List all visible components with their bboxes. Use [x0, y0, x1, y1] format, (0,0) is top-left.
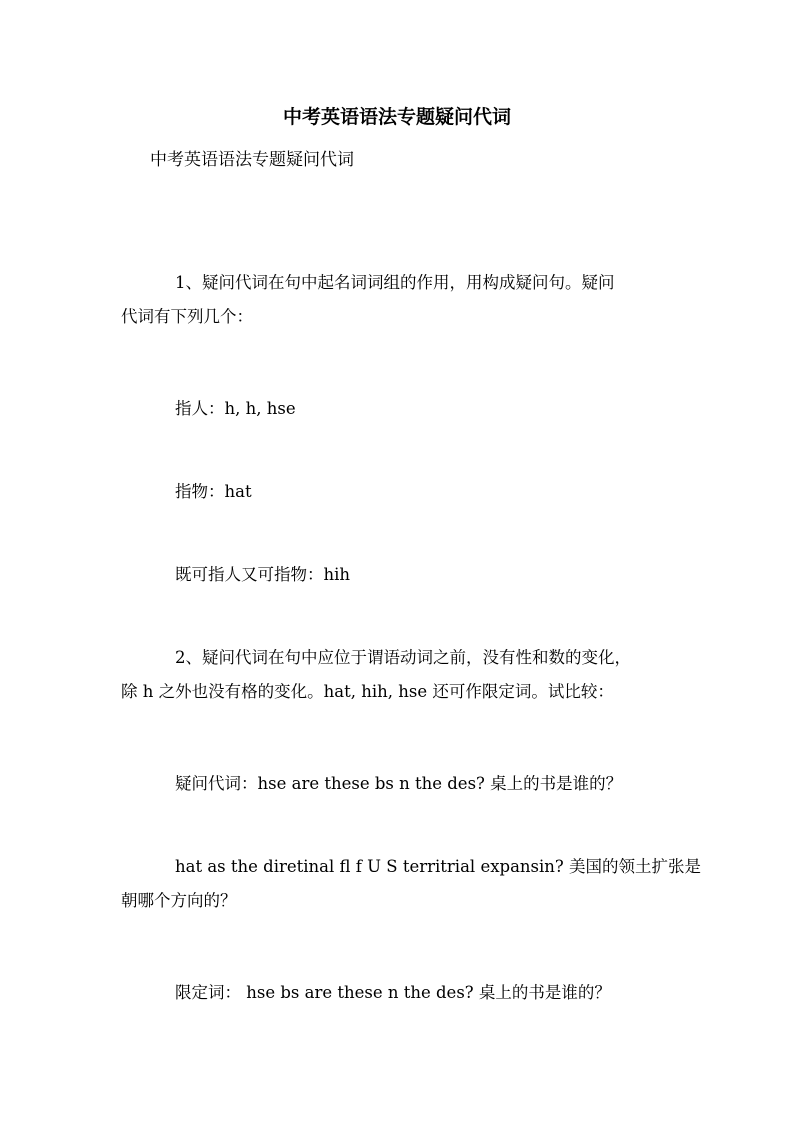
paragraph-line: 除 h 之外也没有格的变化。hat, hih, hse 还可作限定词。试比较：	[121, 682, 614, 701]
paragraph-line: 限定词： hse bs are these n the des? 桌上的书是谁的？	[175, 983, 611, 1002]
paragraph-both	[121, 558, 681, 592]
paragraph-line: 2、疑问代词在句中应位于谓语动词之前，没有性和数的变化，	[175, 648, 631, 667]
paragraph-line: 代词有下列几个：	[121, 307, 253, 326]
paragraph-thing	[121, 475, 681, 509]
paragraph-line: 疑问代词：hse are these bs n the des? 桌上的书是谁的？	[175, 774, 623, 793]
paragraph-line: hat as the diretinal fl f U S territrial expansin? 美国的领土扩张是	[175, 857, 702, 876]
paragraph-line: 既可指人又可指物：hih	[175, 565, 351, 584]
page-title: 中考英语语法专题疑问代词	[282, 106, 511, 128]
paragraph-example-pronoun	[121, 767, 681, 801]
paragraph-person	[121, 392, 681, 426]
paragraph-example-determiner	[121, 976, 681, 1010]
paragraph-2	[121, 641, 681, 709]
paragraph-line: 1、疑问代词在句中起名词词组的作用，用构成疑问句。疑问	[175, 273, 615, 292]
paragraph-line: 指人：h, h, hse	[175, 399, 296, 418]
paragraph-line: 朝哪个方向的？	[121, 891, 237, 910]
paragraph-1	[121, 266, 681, 334]
page-subtitle: 中考英语语法专题疑问代词	[150, 150, 354, 170]
paragraph-example-direction	[121, 850, 702, 918]
paragraph-line: 指物：hat	[175, 482, 252, 501]
